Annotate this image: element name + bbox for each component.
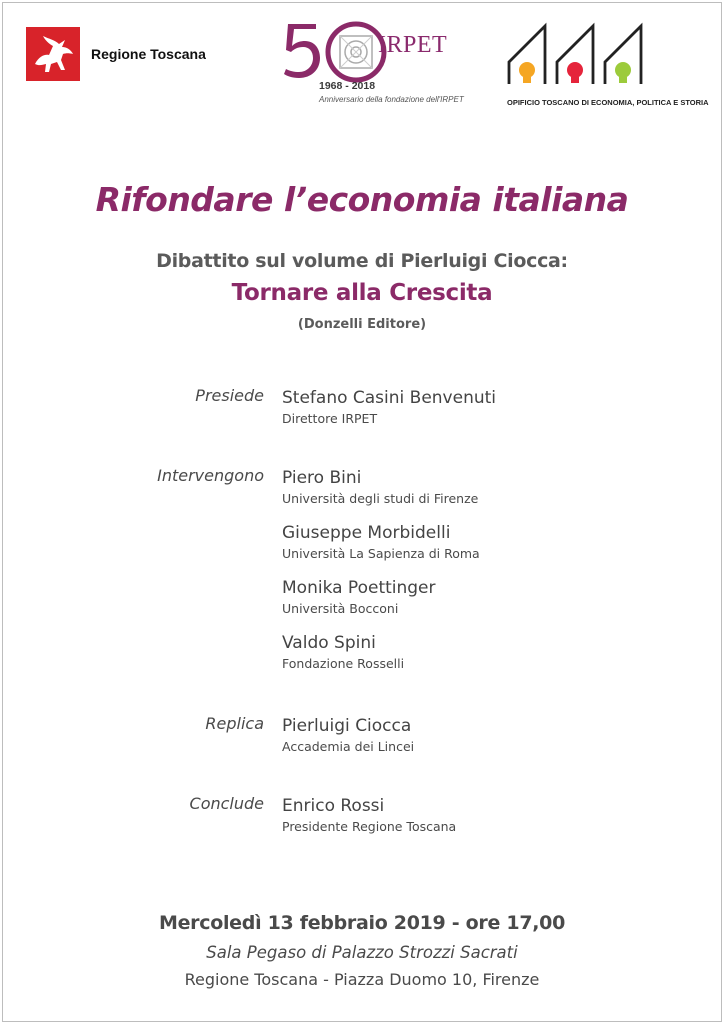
people-list xyxy=(282,386,496,441)
person-affiliation: Università Bocconi xyxy=(282,601,399,616)
person-entry xyxy=(282,714,414,756)
person-entry xyxy=(282,794,456,836)
person-name: Monika Poettinger xyxy=(282,578,436,598)
person-affiliation: Fondazione Rosselli xyxy=(282,656,405,671)
person-entry xyxy=(282,466,480,508)
person-entry xyxy=(282,521,480,563)
event-subtitle: Dibattito sul volume di Pierluigi Ciocca: xyxy=(156,250,568,272)
event-title: Rifondare l’economia italiana xyxy=(95,180,629,219)
people-list xyxy=(282,466,480,686)
people-list xyxy=(282,714,414,769)
person-affiliation: Presidente Regione Toscana xyxy=(282,819,457,834)
role-label: Conclude xyxy=(189,794,264,813)
person-entry xyxy=(282,631,480,673)
opificio-houses-icon xyxy=(505,22,695,94)
person-name: Valdo Spini xyxy=(282,633,376,653)
event-address: Regione Toscana - Piazza Duomo 10, Firenze xyxy=(184,970,540,989)
event-date: Mercoledì 13 febbraio 2019 - ore 17,00 xyxy=(158,912,565,934)
irpet-anniversary-caption: Anniversario della fondazione dell'IRPET xyxy=(319,95,464,104)
person-affiliation: Direttore IRPET xyxy=(282,411,378,426)
book-title: Tornare alla Crescita xyxy=(231,280,493,306)
person-affiliation: Accademia dei Lincei xyxy=(282,739,415,754)
pegasus-icon xyxy=(26,27,80,81)
role-label: Presiede xyxy=(195,386,264,405)
event-venue: Sala Pegaso di Palazzo Strozzi Sacrati xyxy=(206,943,518,962)
regione-toscana-logo xyxy=(26,27,206,81)
role-label: Replica xyxy=(205,714,264,733)
irpet-anniversary-years: 1968 - 2018 xyxy=(319,80,376,92)
role-label: Intervengono xyxy=(157,466,264,485)
regione-toscana-name: Regione Toscana xyxy=(91,46,206,62)
publisher: (Donzelli Editore) xyxy=(297,317,427,332)
person-entry xyxy=(282,576,480,618)
person-entry xyxy=(282,386,496,428)
person-name: Enrico Rossi xyxy=(282,796,385,816)
person-name: Stefano Casini Benvenuti xyxy=(282,388,497,408)
bulb-icon xyxy=(519,62,631,83)
person-affiliation: Università La Sapienza di Roma xyxy=(282,546,480,561)
irpet-50-logo xyxy=(282,20,482,112)
person-name: Pierluigi Ciocca xyxy=(282,716,412,736)
opificio-logo xyxy=(505,22,709,114)
person-name: Piero Bini xyxy=(282,468,362,488)
person-name: Giuseppe Morbidelli xyxy=(282,523,451,543)
person-affiliation: Università degli studi di Firenze xyxy=(282,491,479,506)
irpet-wordmark: IRPET xyxy=(378,32,448,58)
opificio-name: OPIFICIO TOSCANO DI ECONOMIA, POLITICA E STORIA xyxy=(507,98,709,107)
people-list xyxy=(282,794,456,849)
